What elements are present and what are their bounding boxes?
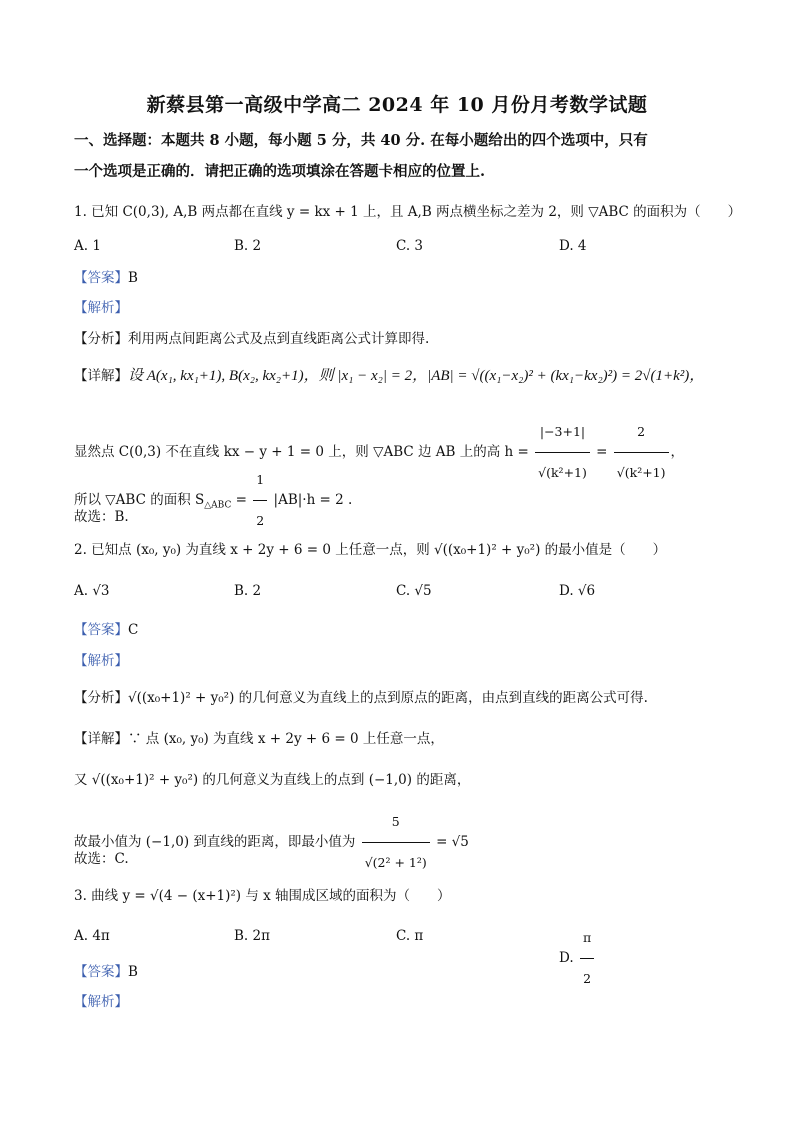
fraction-numerator: π	[580, 918, 594, 959]
answer-value: C	[128, 622, 139, 638]
q1-detail-line1	[74, 366, 704, 386]
q3-option-d	[559, 918, 596, 999]
fraction-denominator: √(2² + 1²)	[364, 855, 427, 870]
answer-tag: 【答案】	[74, 270, 128, 286]
fenxi-tag: 【分析】	[74, 331, 128, 347]
fenxi-text: √((x₀+1)² + y₀²) 的几何意义为直线上的点到原点的距离，由点到直线的距离公式可得.	[128, 690, 648, 706]
section-instructions-line1: 一、选择题：本题共 8 小题，每小题 5 分，共 40 分. 在每小题给出的四个选项中，只有	[74, 132, 648, 149]
detail-text: ∵ 点 (x₀, y₀) 为直线 x + 2y + 6 = 0 上任意一点，	[128, 731, 444, 747]
q1-detail-line3: 所以 ▽ABC 的面积 $S_{\triangle ABC}$ = $\frac{1}{2}$ |AB|·h = 2 .	[74, 460, 352, 541]
q2-fenxi	[74, 688, 648, 708]
section-instructions-line2: 一个选项是正确的．请把正确的选项填涂在答题卡相应的位置上.	[74, 163, 486, 180]
q2-detail-line2: 又 √((x₀+1)² + y₀²) 的几何意义为直线上的点到 (−1,0) 的距离，	[74, 772, 471, 788]
answer-value: B	[128, 270, 138, 286]
answer-tag: 【答案】	[74, 622, 128, 638]
q2-detail-line3	[74, 802, 469, 883]
q3-answer	[74, 962, 138, 982]
fraction-numerator: 5	[362, 802, 430, 843]
detail-text: 显然点 C(0,3) 不在直线 kx − y + 1 = 0 上，则 ▽ABC 边 AB 上的高 h =	[74, 444, 529, 460]
detail-text: = √5	[436, 834, 469, 850]
q2-option-c: C. √5	[396, 583, 432, 599]
detail-text: 所以 ▽ABC 的面积 S	[74, 492, 205, 508]
q1-conclusion: 故选：B.	[74, 509, 129, 525]
q2-detail-line1	[74, 729, 444, 749]
q1-option-c: C. 3	[396, 238, 424, 254]
xiangjie-tag: 【详解】	[74, 731, 128, 747]
q2-option-b: B. 2	[234, 583, 262, 599]
q3-option-b: B. 2π	[234, 928, 270, 944]
half-fraction	[253, 460, 267, 541]
question-3-stem: 3. 曲线 y = √(4 − (x+1)²) 与 x 轴围成区域的面积为（ ）	[74, 888, 451, 904]
q2-option-d: D. √6	[559, 583, 596, 599]
q2-answer	[74, 620, 138, 640]
fraction-denominator: √(k²+1)	[538, 465, 587, 480]
answer-value: B	[128, 964, 138, 980]
fraction-denominator: 2	[583, 971, 592, 986]
xiangjie-tag: 【详解】	[74, 368, 128, 384]
fraction-numerator: 2	[614, 412, 669, 453]
q1-fenxi	[74, 329, 429, 349]
fraction-denominator: √(k²+1)	[616, 465, 666, 480]
q1-option-b: B. 2	[234, 238, 262, 254]
fraction-denominator: 2	[256, 513, 265, 528]
detail-text: 设 A(x₁, kx₁+1), B(x₂, kx₂+1)，则 |x₁ − x₂| = 2，|AB| = √((x₁−x₂)² + (kx₁−kx₂)²) = 2√(1+k²)，	[128, 368, 705, 384]
detail-text: 故最小值为 (−1,0) 到直线的距离，即最小值为	[74, 834, 356, 850]
q2-option-a: A. √3	[74, 583, 110, 599]
q3-option-a: A. 4π	[74, 928, 110, 944]
q1-option-d: D. 4	[559, 238, 587, 254]
q3-analysis-tag: 【解析】	[74, 994, 128, 1010]
fraction-numerator: |−3+1|	[535, 412, 590, 453]
fenxi-tag: 【分析】	[74, 690, 128, 706]
q1-option-a: A. 1	[74, 238, 101, 254]
area-subscript: △ABC	[204, 500, 232, 511]
min-distance-fraction	[362, 802, 430, 883]
q2-analysis-tag: 【解析】	[74, 653, 128, 669]
question-2-stem: 2. 已知点 (x₀, y₀) 为直线 x + 2y + 6 = 0 上任意一点，则 √((x₀+1)² + y₀²) 的最小值是（ ）	[74, 542, 667, 558]
height-fraction-1	[535, 412, 590, 493]
q1-analysis-tag: 【解析】	[74, 300, 128, 316]
fenxi-text: 利用两点间距离公式及点到直线距离公式计算即得.	[128, 331, 430, 347]
q1-answer	[74, 268, 138, 288]
option-label: D.	[559, 950, 574, 966]
q1-detail-line2: 显然点 C(0,3) 不在直线 kx − y + 1 = 0 上，则 ▽ABC 边 AB 上的高 h = $\frac{|-3+1|}{\text{√(k²+1)}}$ = $\frac{2}{\text{√(k²+1)}}$ ，	[74, 412, 684, 493]
q3-option-c: C. π	[396, 928, 424, 944]
question-1-stem: 1. 已知 C(0,3), A,B 两点都在直线 y = kx + 1 上，且 A,B 两点横坐标之差为 2，则 ▽ABC 的面积为（ ）	[74, 204, 742, 220]
height-fraction-2	[614, 412, 669, 493]
detail-text: |AB|·h = 2 .	[273, 492, 353, 508]
page-title: 新蔡县第一高级中学高二 2024 年 10 月份月考数学试题	[146, 94, 648, 116]
pi-half-fraction	[580, 918, 594, 999]
answer-tag: 【答案】	[74, 964, 128, 980]
q2-conclusion: 故选：C.	[74, 851, 129, 867]
fraction-numerator: 1	[253, 460, 267, 501]
